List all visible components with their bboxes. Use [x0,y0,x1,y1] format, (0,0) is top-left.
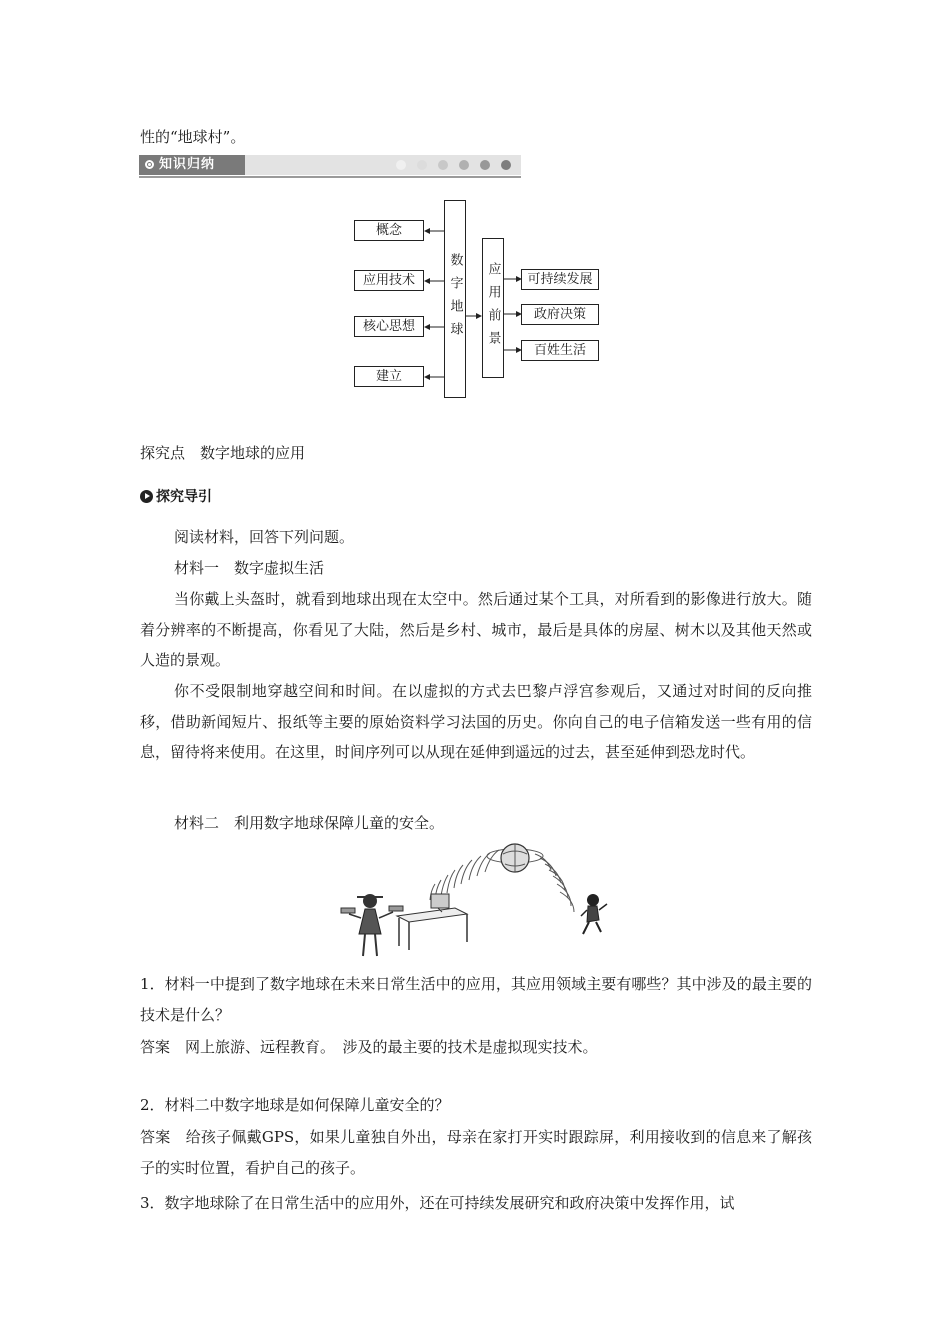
banner-dot-icon [480,160,490,170]
banner-dot-icon [396,160,406,170]
diagram-node-core-idea: 核心思想 [354,316,424,337]
diagram-node-technology: 应用技术 [354,270,424,291]
intro-line: 阅读材料，回答下列问题。 [174,528,355,546]
continued-text: 性的“地球村”。 [140,128,246,146]
material1-paragraph-1: 当你戴上头盔时，就看到地球出现在太空中。然后通过某个工具，对所看到的影像进行放大。随着分辨率的不断提高，你看见了大陆，然后是乡村、城市，最后是具体的房屋、树木以及其他天然或人造的景观。 [140,590,812,669]
diagram-node-concept: 概念 [354,220,424,241]
material1-paragraph-2: 你不受限制地穿越空间和时间。在以虚拟的方式去巴黎卢浮宫参观后，又通过对时间的反向推移，借助新闻短片、报纸等主要的原始资料学习法国的历史。你向自己的电子信箱发送一些有用的信息，留待将来使用。在这里，时间序列可以从现在延伸到遥远的过去，甚至延伸到恐龙时代。 [140,682,812,761]
application-prospects-label: 应用前景 [485,262,501,354]
banner-title: 知识归纳 [159,157,216,172]
diagram-node-application-prospects [482,238,504,378]
material2-title: 材料二 利用数字地球保障儿童的安全。 [174,814,445,832]
banner-underline [139,176,521,178]
answer-2: 答案 给孩子佩戴GPS，如果儿童独自外出，母亲在家打开实时跟踪屏，利用接收到的信息来了解孩子的实时位置，看护自己的孩子。 [140,1128,812,1177]
guide-heading [140,486,212,506]
question-1: 1．材料一中提到了数字地球在未来日常生活中的应用，其应用领域主要有哪些？其中涉及的最主要的技术是什么？ [140,975,812,1024]
answer-1: 答案 网上旅游、远程教育。 涉及的最主要的技术是虚拟现实技术。 [140,1038,598,1056]
diagram-node-government: 政府决策 [521,304,599,325]
target-icon [145,160,154,169]
concept-diagram [340,196,610,401]
banner-label [139,155,245,175]
play-circle-icon [140,490,153,503]
banner-dot-icon [438,160,448,170]
question-2: 2．材料二中数字地球是如何保障儿童安全的？ [140,1096,450,1114]
question-3: 3．数字地球除了在日常生活中的应用外，还在可持续发展研究和政府决策中发挥作用，试 [140,1194,735,1212]
diagram-node-daily-life: 百姓生活 [521,340,599,361]
diagram-node-establish: 建立 [354,366,424,387]
section-title: 探究点 数字地球的应用 [140,444,306,462]
material1-title: 材料一 数字虚拟生活 [174,559,325,577]
digital-earth-label: 数字地球 [447,253,463,345]
banner-dot-icon [501,160,511,170]
guide-title: 探究导引 [156,489,212,505]
child-safety-illustration [335,838,620,960]
banner-dot-icon [459,160,469,170]
diagram-node-sustainable: 可持续发展 [521,269,599,290]
banner-dot-icon [417,160,427,170]
diagram-node-digital-earth [444,200,466,398]
knowledge-summary-banner [139,155,521,175]
